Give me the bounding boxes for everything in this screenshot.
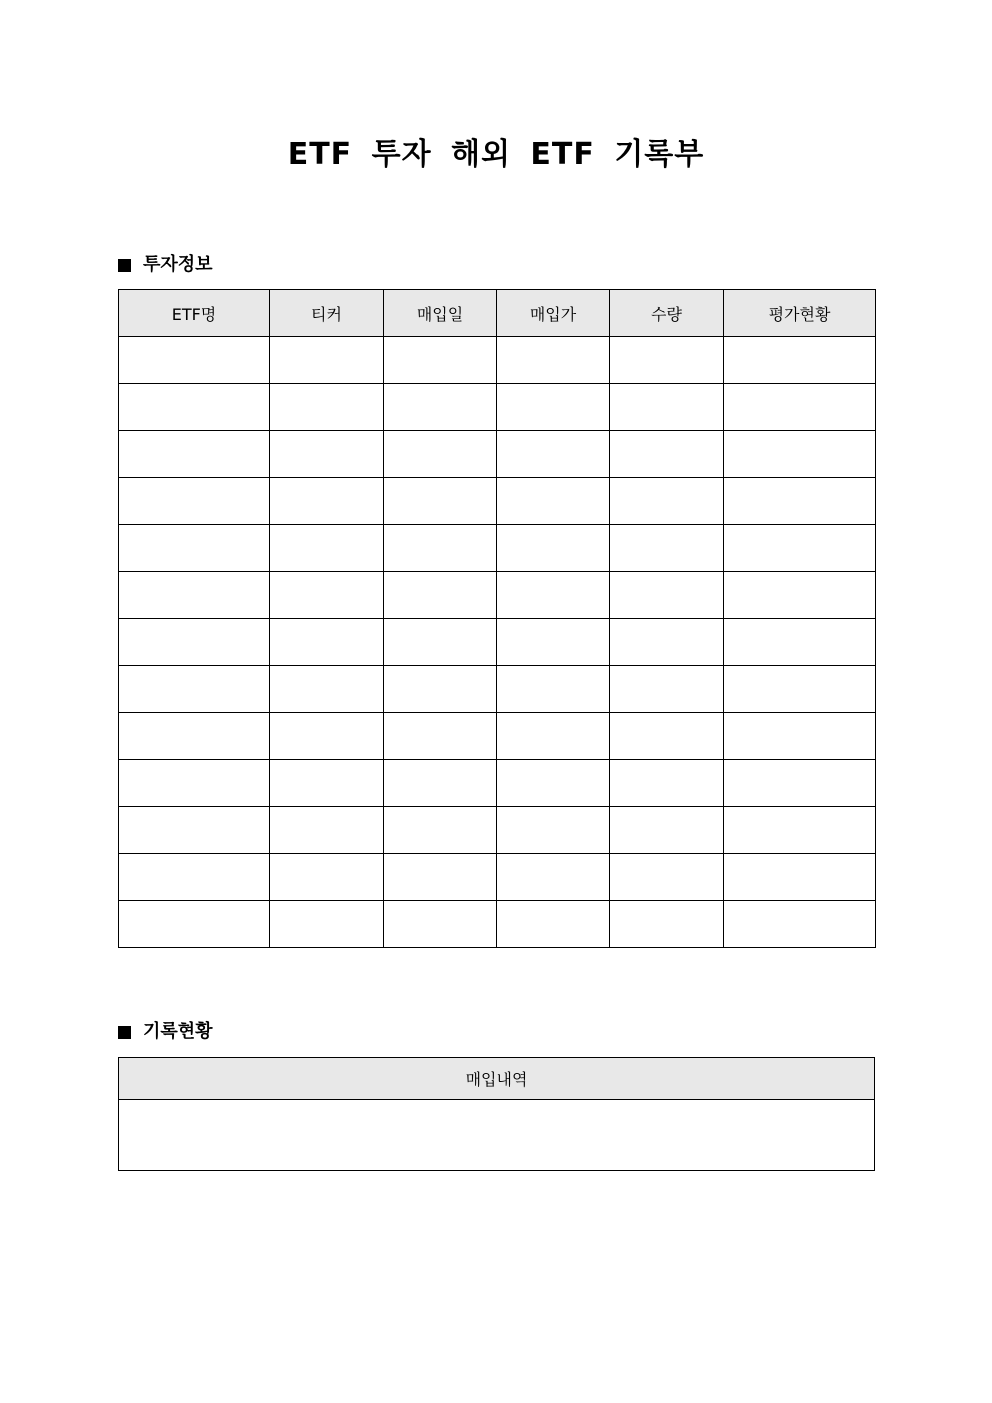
- table-row: [119, 431, 876, 478]
- valuation-cell[interactable]: [724, 901, 876, 948]
- record-table: [118, 1057, 875, 1171]
- ticker-cell[interactable]: [270, 854, 384, 901]
- purchase-date-cell[interactable]: [384, 384, 497, 431]
- purchase-price-cell[interactable]: [497, 666, 610, 713]
- purchase-date-cell[interactable]: [384, 807, 497, 854]
- ticker-cell[interactable]: [270, 337, 384, 384]
- quantity-cell[interactable]: [610, 431, 724, 478]
- quantity-cell[interactable]: [610, 854, 724, 901]
- ticker-cell[interactable]: [270, 760, 384, 807]
- quantity-cell[interactable]: [610, 384, 724, 431]
- etf-name-cell[interactable]: [119, 525, 270, 572]
- table-header-row: [119, 290, 876, 337]
- ticker-cell[interactable]: [270, 572, 384, 619]
- quantity-cell[interactable]: [610, 619, 724, 666]
- column-header-valuation: 평가현황: [724, 290, 876, 337]
- etf-name-cell[interactable]: [119, 760, 270, 807]
- valuation-cell[interactable]: [724, 619, 876, 666]
- purchase-price-cell[interactable]: [497, 854, 610, 901]
- purchase-history-cell[interactable]: [119, 1100, 875, 1171]
- etf-name-cell[interactable]: [119, 478, 270, 525]
- purchase-date-cell[interactable]: [384, 666, 497, 713]
- table-row: [119, 1100, 875, 1171]
- quantity-cell[interactable]: [610, 807, 724, 854]
- etf-name-cell[interactable]: [119, 854, 270, 901]
- etf-name-cell[interactable]: [119, 384, 270, 431]
- ticker-cell[interactable]: [270, 431, 384, 478]
- table-row: [119, 901, 876, 948]
- column-header-etf-name: ETF명: [119, 290, 270, 337]
- table-row: [119, 713, 876, 760]
- ticker-cell[interactable]: [270, 619, 384, 666]
- etf-name-cell[interactable]: [119, 713, 270, 760]
- purchase-date-cell[interactable]: [384, 337, 497, 384]
- valuation-cell[interactable]: [724, 384, 876, 431]
- valuation-cell[interactable]: [724, 337, 876, 384]
- ticker-cell[interactable]: [270, 478, 384, 525]
- etf-name-cell[interactable]: [119, 431, 270, 478]
- purchase-price-cell[interactable]: [497, 384, 610, 431]
- quantity-cell[interactable]: [610, 572, 724, 619]
- quantity-cell[interactable]: [610, 760, 724, 807]
- purchase-date-cell[interactable]: [384, 572, 497, 619]
- valuation-cell[interactable]: [724, 478, 876, 525]
- ticker-cell[interactable]: [270, 901, 384, 948]
- valuation-cell[interactable]: [724, 572, 876, 619]
- table-row: [119, 666, 876, 713]
- purchase-price-cell[interactable]: [497, 760, 610, 807]
- purchase-price-cell[interactable]: [497, 478, 610, 525]
- valuation-cell[interactable]: [724, 525, 876, 572]
- etf-name-cell[interactable]: [119, 901, 270, 948]
- etf-name-cell[interactable]: [119, 572, 270, 619]
- table-header-row: [119, 1058, 875, 1100]
- quantity-cell[interactable]: [610, 666, 724, 713]
- column-header-quantity: 수량: [610, 290, 724, 337]
- section-heading-label: 투자정보: [143, 254, 213, 275]
- section-heading-label: 기록현황: [143, 1021, 213, 1042]
- valuation-cell[interactable]: [724, 807, 876, 854]
- purchase-date-cell[interactable]: [384, 431, 497, 478]
- ticker-cell[interactable]: [270, 713, 384, 760]
- purchase-price-cell[interactable]: [497, 525, 610, 572]
- ticker-cell[interactable]: [270, 384, 384, 431]
- quantity-cell[interactable]: [610, 713, 724, 760]
- purchase-date-cell[interactable]: [384, 478, 497, 525]
- table-row: [119, 572, 876, 619]
- purchase-price-cell[interactable]: [497, 901, 610, 948]
- square-bullet-icon: [118, 1026, 131, 1039]
- table-row: [119, 337, 876, 384]
- etf-name-cell[interactable]: [119, 666, 270, 713]
- valuation-cell[interactable]: [724, 431, 876, 478]
- etf-name-cell[interactable]: [119, 619, 270, 666]
- purchase-date-cell[interactable]: [384, 619, 497, 666]
- purchase-price-cell[interactable]: [497, 431, 610, 478]
- investment-table: [118, 289, 876, 948]
- table-row: [119, 478, 876, 525]
- table-row: [119, 619, 876, 666]
- quantity-cell[interactable]: [610, 901, 724, 948]
- purchase-price-cell[interactable]: [497, 713, 610, 760]
- purchase-date-cell[interactable]: [384, 854, 497, 901]
- etf-name-cell[interactable]: [119, 337, 270, 384]
- purchase-price-cell[interactable]: [497, 572, 610, 619]
- table-row: [119, 807, 876, 854]
- table-row: [119, 384, 876, 431]
- table-row: [119, 525, 876, 572]
- column-header-ticker: 티커: [270, 290, 384, 337]
- ticker-cell[interactable]: [270, 525, 384, 572]
- purchase-date-cell[interactable]: [384, 760, 497, 807]
- column-header-purchase-history: 매입내역: [119, 1058, 875, 1100]
- section-heading-record: [118, 1020, 213, 1044]
- purchase-price-cell[interactable]: [497, 807, 610, 854]
- ticker-cell[interactable]: [270, 807, 384, 854]
- purchase-price-cell[interactable]: [497, 337, 610, 384]
- valuation-cell[interactable]: [724, 760, 876, 807]
- quantity-cell[interactable]: [610, 337, 724, 384]
- valuation-cell[interactable]: [724, 666, 876, 713]
- section-heading-investment: [118, 253, 213, 277]
- purchase-price-cell[interactable]: [497, 619, 610, 666]
- purchase-date-cell[interactable]: [384, 713, 497, 760]
- purchase-date-cell[interactable]: [384, 525, 497, 572]
- square-bullet-icon: [118, 259, 131, 272]
- quantity-cell[interactable]: [610, 478, 724, 525]
- valuation-cell[interactable]: [724, 854, 876, 901]
- column-header-purchase-date: 매입일: [384, 290, 497, 337]
- table-row: [119, 760, 876, 807]
- etf-name-cell[interactable]: [119, 807, 270, 854]
- column-header-purchase-price: 매입가: [497, 290, 610, 337]
- ticker-cell[interactable]: [270, 666, 384, 713]
- page-title: ETF 투자 해외 ETF 기록부: [287, 137, 705, 172]
- valuation-cell[interactable]: [724, 713, 876, 760]
- table-row: [119, 854, 876, 901]
- purchase-date-cell[interactable]: [384, 901, 497, 948]
- quantity-cell[interactable]: [610, 525, 724, 572]
